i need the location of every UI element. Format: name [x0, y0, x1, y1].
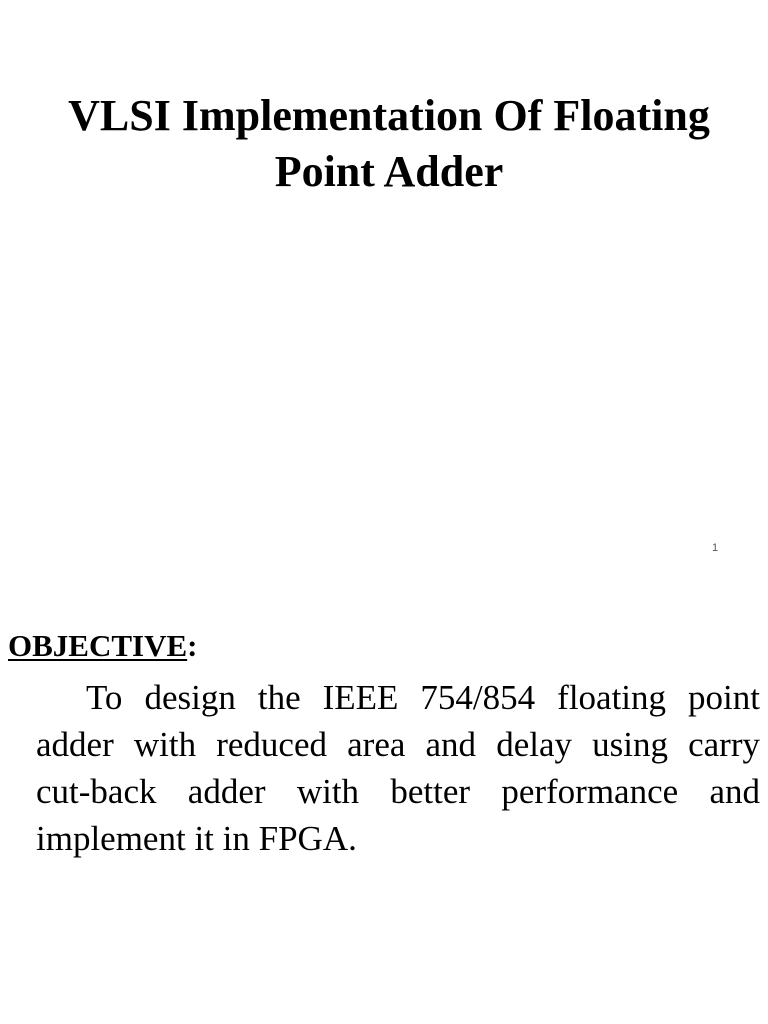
- objective-heading-text: OBJECTIVE: [8, 628, 188, 663]
- slide-number: 1: [712, 542, 719, 554]
- objective-body-line-2: adder with reduced area and delay using carry: [36, 725, 760, 764]
- objective-body-line-4: implement it in FPGA.: [36, 819, 357, 858]
- objective-body-line-1: To design the IEEE 754/854 floating point: [86, 678, 760, 717]
- objective-heading-colon: :: [187, 628, 198, 663]
- slide-title-line-1: VLSI Implementation Of Floating: [68, 91, 710, 140]
- objective-body-line-3: cut-back adder with better performance and: [36, 772, 760, 811]
- objective-heading: [8, 628, 198, 664]
- objective-slide: [0, 580, 768, 1024]
- slide-title-line-2: Point Adder: [274, 147, 504, 196]
- objective-body: [36, 674, 760, 862]
